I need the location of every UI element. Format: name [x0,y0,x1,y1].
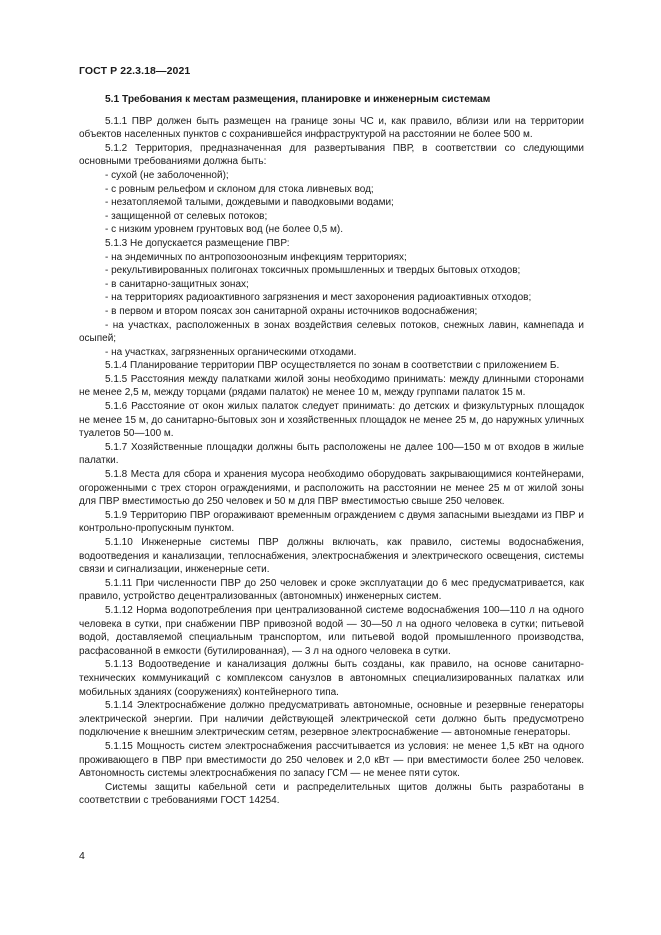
list-item: - защищенной от селевых потоков; [105,210,268,222]
paragraph-5-1-10: 5.1.10 Инженерные системы ПВР должны включать, как правило, системы водоснабжения, водоотведения и канализации, теплоснабжения, электроснабжения и электрического освещения, системы связи и сигнализации, инженерные сети. [79,537,584,576]
section-title: 5.1 Требования к местам размещения, планировке и инженерным системам [105,94,491,105]
document-code: ГОСТ Р 22.3.18—2021 [79,65,191,77]
paragraph-cable-protection: Системы защиты кабельной сети и распределительных щитов должны быть разработаны в соответствии с требованиями ГОСТ 14254. [79,781,584,807]
list-item: - в первом и втором поясах зон санитарной охраны источников водоснабжения; [105,305,478,317]
paragraph-5-1-15: 5.1.15 Мощность систем электроснабжения рассчитывается из условия: не менее 1,5 кВт на одного проживающего в ПВР при вместимости до 250 человек и 2,0 кВт — при вместимости более 250 человек. Автономность системы электроснабжения по запасу ГСМ — не менее пяти суток. [79,740,584,780]
list-item: - на участках, расположенных в зонах воздействия селевых потоков, снежных лавин, камнепада и осыпей; [79,319,584,345]
paragraph-5-1-11: 5.1.11 При численности ПВР до 250 человек и сроке эксплуатации до 6 мес предусматривается, как правило, устройство децентрализованных (автономных) инженерных систем. [79,577,584,603]
paragraph-5-1-8: 5.1.8 Места для сбора и хранения мусора необходимо оборудовать закрывающимися контейнерами, огороженными с трех сторон ограждениями, и расположить на расстоянии не менее 25 м от жилой зоны для ПВР вместимостью до 250 человек и 50 м для ПВР вместимостью свыше 250 человек. [79,469,584,508]
list-item: - рекультивированных полигонах токсичных промышленных и твердых бытовых отходов; [105,265,521,277]
document-body [79,93,584,808]
list-item: - на территориях радиоактивного загрязнения и мест захоронения радиоактивных отходов; [105,292,532,304]
list-item: - с низким уровнем грунтовых вод (не более 0,5 м). [105,224,343,236]
list-item: - с ровным рельефом и склоном для стока ливневых вод; [105,183,374,195]
page-number: 4 [79,850,85,862]
paragraph-5-1-4: 5.1.4 Планирование территории ПВР осуществляется по зонам в соответствии с приложением Б. [105,360,560,372]
list-item: - на участках, загрязненных органическими отходами. [105,346,357,358]
list-item: - сухой (не заболоченной); [105,169,229,181]
paragraph-5-1-9: 5.1.9 Территорию ПВР огораживают временным ограждением с двумя запасными выездами из ПВР и контрольно-пропускным пунктом. [79,509,584,535]
list-item: - в санитарно-защитных зонах; [105,278,249,290]
list-item: - незатопляемой талыми, дождевыми и паводковыми водами; [105,197,394,209]
paragraph-5-1-6: 5.1.6 Расстояние от окон жилых палаток следует принимать: до детских и физкультурных площадок не менее 15 м, до санитарно-бытовых зон и хозяйственных площадок не менее 25 м, до наружных уличных туалетов 50—100 м. [79,401,584,440]
paragraph-5-1-12: 5.1.12 Норма водопотребления при централизованной системе водоснабжения 100—110 л на одного человека в сутки, при снабжении ПВР привозной водой — 30—50 л на одного человека в сутки; питьевой водой, доставляемой специальным транспортом, или питьевой водой промышленного производства, расфасованной в емкости (бутилированная), — 3 л на одного человека в сутки. [79,604,584,657]
paragraph-5-1-7: 5.1.7 Хозяйственные площадки должны быть расположены не далее 100—150 м от входов в жилые палатки. [79,441,584,467]
paragraph-5-1-14: 5.1.14 Электроснабжение должно предусматривать автономные, основные и резервные генераторы электрической энергии. При наличии действующей электрической сети должно быть предусмотрено подключение к внешним электрическим сетям, резервное электроснабжение — автономные генераторы. [79,700,584,739]
paragraph-5-1-2: 5.1.2 Территория, предназначенная для развертывания ПВР, в соответствии со следующими основными требованиями должна быть: [79,142,584,168]
paragraph-5-1-13: 5.1.13 Водоотведение и канализация должны быть созданы, как правило, на основе санитарно-технических коммуникаций с комплексом санузлов в автономных специализированных палатках или мобильных зданиях (сооружениях) контейнерного типа. [79,659,584,698]
paragraph-5-1-5: 5.1.5 Расстояния между палатками жилой зоны необходимо принимать: между длинными сторонами не менее 2,5 м, между торцами (рядами палаток) не менее 10 м, между группами палаток 15 м. [79,373,584,399]
list-item: - на эндемичных по антропозоонозным инфекциям территориях; [105,251,407,263]
paragraph-5-1-1: 5.1.1 ПВР должен быть размещен на границе зоны ЧС и, как правило, вблизи или на территории объектов населенных пунктов с сохранившейся инфраструктурой на расстоянии не более 500 м. [79,115,584,141]
paragraph-5-1-3: 5.1.3 Не допускается размещение ПВР: [105,237,290,249]
